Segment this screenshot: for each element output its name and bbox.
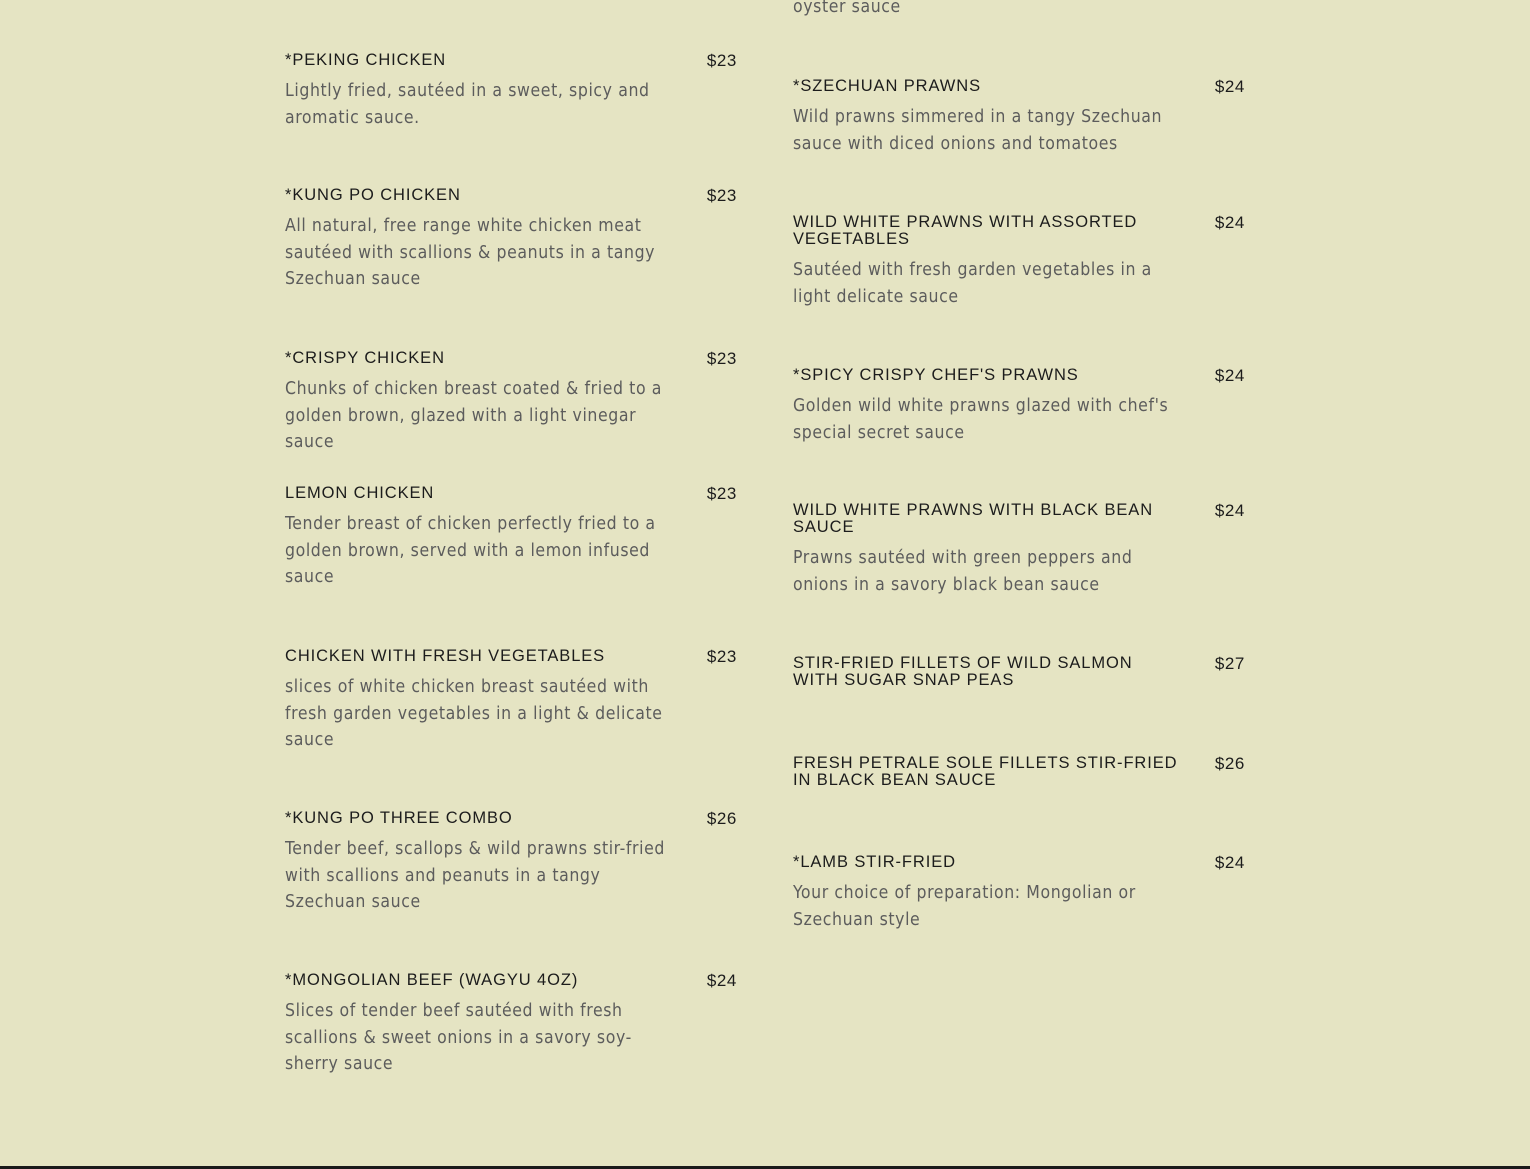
menu-item-description: Wild prawns simmered in a tangy Szechuan sauce with diced onions and tomatoes (793, 107, 1163, 154)
menu-item (285, 485, 737, 591)
menu-item (285, 972, 737, 1078)
menu-item-title: *CRISPY CHICKEN (285, 349, 445, 367)
menu-item-price: $24 (1214, 213, 1245, 232)
menu-item (793, 755, 1245, 789)
menu-item-title: *KUNG PO CHICKEN (285, 186, 461, 204)
menu-item (793, 78, 1245, 157)
menu-item-title: *MONGOLIAN BEEF (WAGYU 4OZ) (285, 971, 579, 989)
menu-item-price: $24 (1214, 501, 1245, 520)
menu-item-description: Prawns sautéed with green peppers and onions in a savory black bean sauce (793, 548, 1133, 595)
menu-item-title: *PEKING CHICKEN (285, 51, 447, 69)
cut-off-description: oyster sauce (793, 0, 901, 17)
menu-item (285, 350, 737, 456)
menu-item-description: Golden wild white prawns glazed with chef's special secret sauce (793, 396, 1169, 443)
menu-item-price: $23 (706, 51, 737, 70)
menu-item-price: $26 (706, 809, 737, 828)
menu-item-title: *SPICY CRISPY CHEF'S PRAWNS (793, 366, 1079, 384)
menu-item-title: *LAMB STIR-FRIED (793, 853, 956, 871)
menu-item-description: Lightly fried, sautéed in a sweet, spicy and aromatic sauce. (285, 81, 650, 128)
menu-item (793, 502, 1245, 598)
menu-item (793, 655, 1245, 689)
menu-item-title: STIR-FRIED FILLETS OF WILD SALMON WITH SUGAR SNAP PEAS (793, 654, 1133, 689)
menu-item-description: Your choice of preparation: Mongolian or Szechuan style (793, 883, 1136, 930)
menu-item (285, 187, 737, 293)
menu-item-title: *SZECHUAN PRAWNS (793, 77, 981, 95)
menu-item-price: $23 (706, 484, 737, 503)
menu-item (793, 854, 1245, 933)
menu-item-title: WILD WHITE PRAWNS WITH BLACK BEAN SAUCE (793, 501, 1154, 536)
menu-item-description: Tender breast of chicken perfectly fried to a golden brown, served with a lemon infused sauce (285, 514, 656, 587)
menu-item-price: $24 (1214, 366, 1245, 385)
menu-item-price: $26 (1214, 754, 1245, 773)
menu-item-description: Chunks of chicken breast coated & fried to a golden brown, glazed with a light vinegar sauce (285, 379, 663, 452)
menu-item (793, 367, 1245, 446)
menu-item (285, 810, 737, 916)
menu-item (285, 648, 737, 754)
menu-item-price: $24 (706, 971, 737, 990)
menu-item-price: $24 (1214, 853, 1245, 872)
menu-item-title: LEMON CHICKEN (285, 484, 435, 502)
menu-item-title: WILD WHITE PRAWNS WITH ASSORTED VEGETABLES (793, 213, 1138, 248)
menu-item (793, 214, 1245, 310)
menu-item-description: slices of white chicken breast sautéed with fresh garden vegetables in a light & delicate sauce (285, 677, 663, 750)
menu-item-title: FRESH PETRALE SOLE FILLETS STIR-FRIED IN BLACK BEAN SAUCE (793, 754, 1178, 789)
menu-item-price: $23 (706, 186, 737, 205)
menu-item-description: Sautéed with fresh garden vegetables in a light delicate sauce (793, 260, 1152, 307)
menu-item-description: Slices of tender beef sautéed with fresh scallions & sweet onions in a savory soy-sherry sauce (285, 1001, 632, 1074)
menu-item-price: $23 (706, 349, 737, 368)
menu-item-title: *KUNG PO THREE COMBO (285, 809, 513, 827)
menu-item-title: CHICKEN WITH FRESH VEGETABLES (285, 647, 606, 665)
menu-item (285, 52, 737, 131)
menu-item-description: All natural, free range white chicken meat sautéed with scallions & peanuts in a tangy Szechuan sauce (285, 216, 656, 289)
menu-item-price: $27 (1214, 654, 1245, 673)
menu-item-price: $23 (706, 647, 737, 666)
menu-item-description: Tender beef, scallops & wild prawns stir-fried with scallions and peanuts in a tangy Szechuan sauce (285, 839, 665, 912)
menu-item-price: $24 (1214, 77, 1245, 96)
